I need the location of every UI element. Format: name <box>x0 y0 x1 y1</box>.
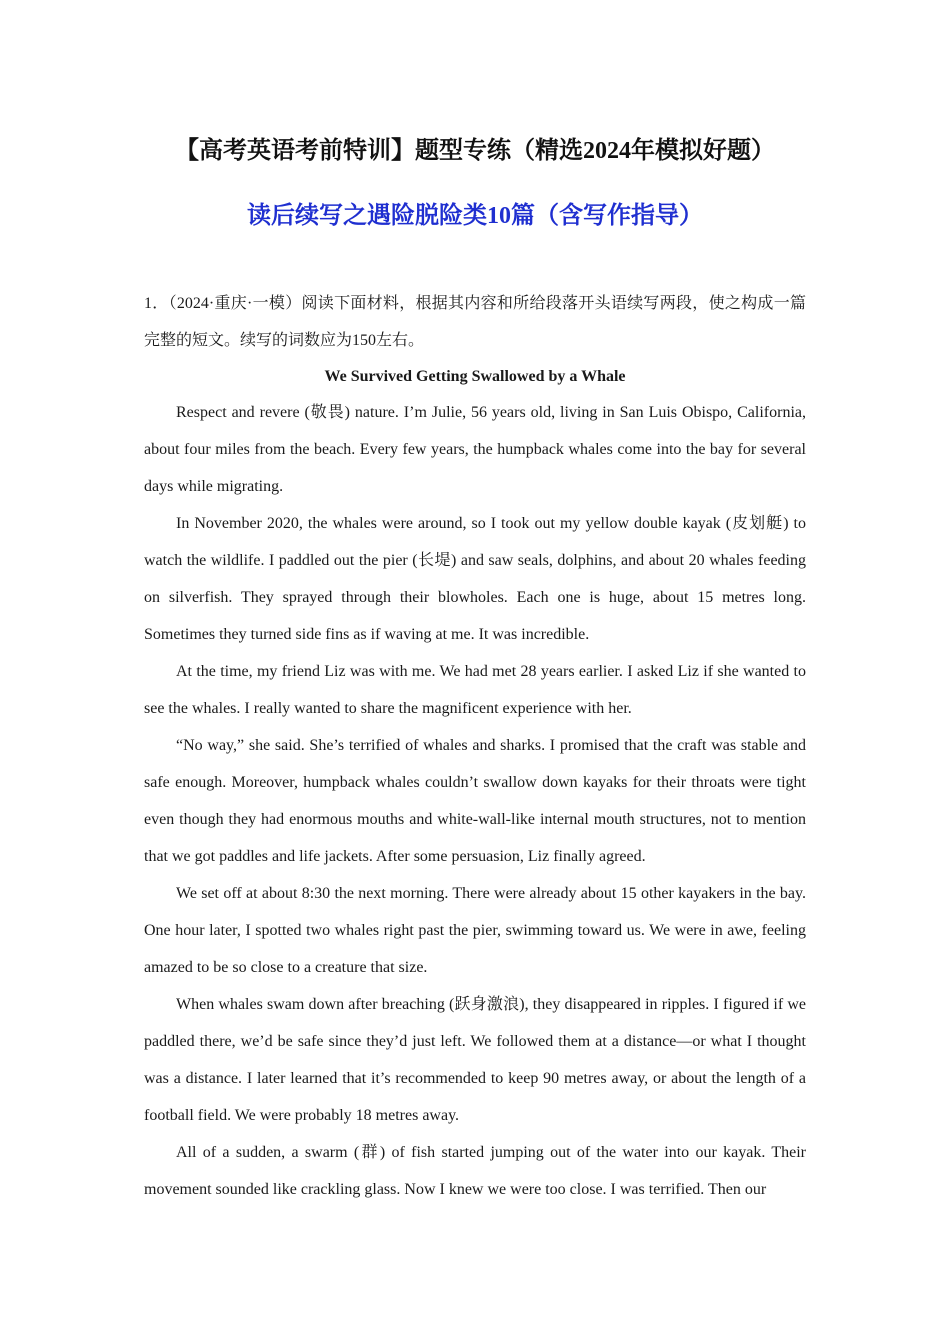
question-number: 1． <box>144 295 169 312</box>
passage-paragraph: “No way,” she said. She’s terrified of whales and sharks. I promised that the craft was stable and safe enough. Moreover, humpback whales couldn’t swallow down kayaks for their throats were tight even though they had enormous mouths and white-wall-like internal mouth structures, not to mention that we got paddles and life jackets. After some persuasion, Liz finally agreed. <box>144 737 806 865</box>
question-prompt <box>144 285 806 359</box>
passage-paragraph: All of a sudden, a swarm (群) of fish started jumping out of the water into our kayak. Their movement sounded like crackling glass. Now I knew we were too close. I was terrified. Then our <box>144 1144 806 1198</box>
passage-paragraph: When whales swam down after breaching (跃身激浪), they disappeared in ripples. I figured if we paddled there, we’d be safe since they’d just left. We followed them at a distance—or what I thought was a distance. I later learned that it’s recommended to keep 90 metres away, or about the length of a football field. We were probably 18 metres away. <box>144 996 806 1124</box>
passage-paragraph: We set off at about 8:30 the next morning. There were already about 15 other kayakers in the bay. One hour later, I spotted two whales right past the pier, swimming toward us. We were in awe, feeling amazed to be so close to a creature that size. <box>144 885 806 976</box>
document-body <box>144 285 806 1208</box>
question-text: （2024·重庆·一模）阅读下面材料，根据其内容和所给段落开头语续写两段，使之构成一篇完整的短文。续写的词数应为150左右。 <box>144 295 806 349</box>
passage-paragraph: At the time, my friend Liz was with me. We had met 28 years earlier. I asked Liz if she wanted to see the whales. I really wanted to share the magnificent experience with her. <box>144 663 806 717</box>
passage-paragraph: In November 2020, the whales were around, so I took out my yellow double kayak (皮划艇) to watch the wildlife. I paddled out the pier (长堤) and saw seals, dolphins, and about 20 whales feeding on silverfish. They sprayed through their blowholes. Each one is huge, about 15 metres long. Sometimes they turned side fins as if waving at me. It was incredible. <box>144 515 806 643</box>
page-title: 【高考英语考前特训】题型专练（精选2024年模拟好题） <box>175 138 775 164</box>
page-subtitle: 读后续写之遇险脱险类10篇（含写作指导） <box>247 203 703 229</box>
passage-title: We Survived Getting Swallowed by a Whale <box>324 368 626 385</box>
passage-paragraph: Respect and revere (敬畏) nature. I’m Julie, 56 years old, living in San Luis Obispo, California, about four miles from the beach. Every few years, the humpback whales come into the bay for several days while migrating. <box>144 404 806 495</box>
